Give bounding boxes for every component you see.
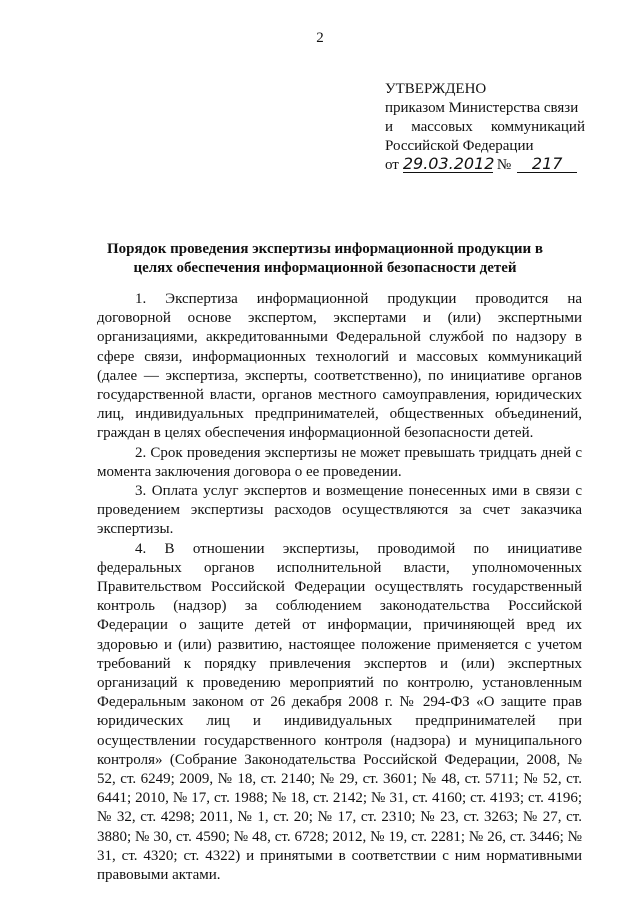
paragraph-3: 3. Оплата услуг экспертов и возмещение понесенных ими в связи с проведением экспертизы расходов осуществляются за счет заказчика экспертизы. (97, 483, 582, 538)
handwritten-number: 217 (517, 156, 577, 173)
approval-line-3: Российской Федерации (385, 138, 534, 154)
number-prefix: № (496, 157, 512, 173)
paragraph-4: 4. В отношении экспертизы, проводимой по инициативе федеральных органов исполнительной власти, уполномоченных Правительством Российской Федерации осуществлять государственный контроль (надзор) за соблюдением законодательства Российской Федерации о защите детей от информации, причиняющей вред их здоровью и (или) развитию, настоящее положение применяется с учетом требований к порядку привлечения экспертов и (или) экспертных организаций к проведению мероприятий по контролю, установленным Федеральным законом от 26 декабря 2008 г. № 294-ФЗ «О защите прав юридических лиц и индивидуальных предпринимателей при осуществлении государственного контроля (надзора) и муниципального контроля» (Собрание Законодательства Российской Федерации, 2008, № 52, ст. 6249; 2009, № 18, ст. 2140; № 29, ст. 3601; № 48, ст. 5711; № 52, ст. 6441; 2010, № 17, ст. 1988; № 18, ст. 2142; № 31, ст. 4160; ст. 4193; ст. 4196; № 32, ст. 4298; 2011, № 1, ст. 20; № 17, ст. 2310; № 23, ст. 3263; № 27, ст. 3880; № 30, ст. 4590; № 48, ст. 6728; 2012, № 19, ст. 2281; № 26, ст. 3446; № 31, ст. 4320; ст. 4322) и принятыми в соответствии с ним нормативными правовыми актами. (97, 540, 582, 884)
paragraph-2: 2. Срок проведения экспертизы не может превышать тридцать дней с момента заключения договора о ее проведении. (97, 444, 582, 480)
approval-line-1: приказом Министерства связи (385, 100, 579, 116)
approval-block (385, 80, 585, 175)
page-number: 2 (316, 30, 324, 46)
approval-date-line (385, 156, 585, 175)
paragraph-1: 1. Экспертиза информационной продукции проводится на договорной основе экспертом, экспертами и (или) экспертными организациями, аккредитованными Федеральной службой по надзору в сфере связи, информационных технологий и массовых коммуникаций (далее — экспертиза, эксперты, соответственно), по инициативе органов государственной власти, органов местного самоуправления, юридических лиц, индивидуальных предпринимателей, общественных объединений, граждан в целях обеспечения информационной безопасности детей. (97, 291, 582, 442)
document-body (97, 290, 582, 885)
document-title: Порядок проведения экспертизы информационной продукции в целях обеспечения информационной безопасности детей (107, 241, 543, 276)
date-prefix: от (385, 157, 399, 173)
handwritten-date: 29.03.2012 (402, 154, 495, 173)
approval-line-2: и массовых коммуникаций (385, 119, 585, 135)
approval-heading: УТВЕРЖДЕНО (385, 81, 487, 97)
